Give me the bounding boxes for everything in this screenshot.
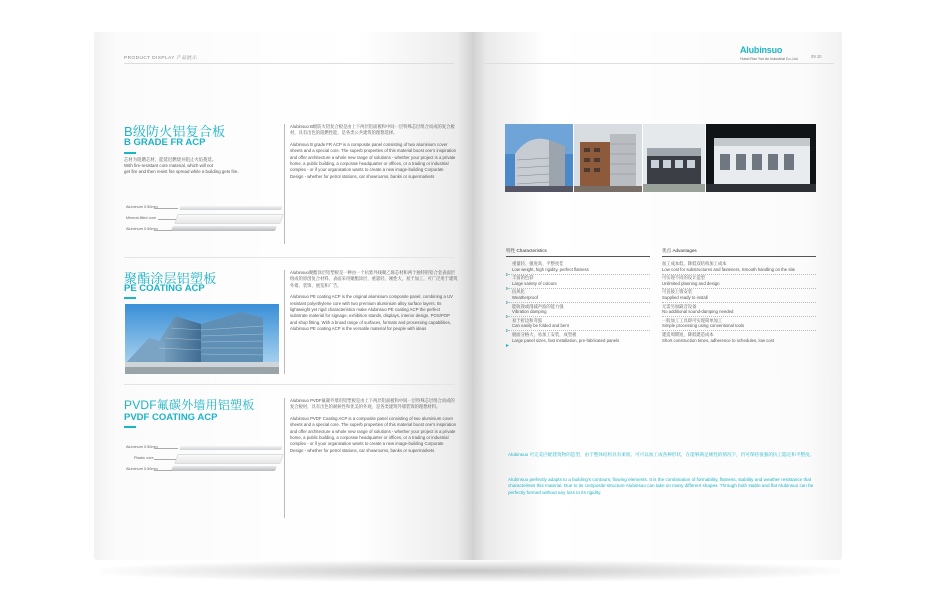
layer-label: Aluminum 0.50mm <box>126 467 158 471</box>
characteristic-en: Vibration damping <box>512 309 547 315</box>
desc-cn: Alubinsuo聚酯涂层铝塑板是一种由一个抗紫外线聚乙烯芯材和两个独特的铝合金表面层组成的原创复合材料。表面采用聚酯涂层，重量轻，刚性大，易于加工，可广泛用于建筑外墙、装饰、展览和广告。 <box>290 270 458 288</box>
desc-cn: Alubinsuo B级防火铝复合板是由上下两层铝面板和中间一层特殊芯层组合而成的复合板材，具有出色的阻燃性能，是各类公共建筑的理想选择。 <box>290 124 455 136</box>
core-layer <box>174 454 284 464</box>
characteristics-header: 特性 Characteristics <box>506 248 547 253</box>
characteristic-en: Can easily be folded and bent <box>512 323 569 329</box>
aluminum-layer <box>171 226 277 231</box>
characteristic-en: Large variety of colours <box>512 280 557 286</box>
layer-label: Aluminum 0.50mm <box>126 205 158 209</box>
characteristic-cell <box>512 332 619 343</box>
section-title-cn: 聚酯涂层铝塑板 <box>124 271 217 286</box>
brand-logo: Alubinsuo <box>740 45 783 55</box>
characteristic-cn: 丰富的色彩 <box>512 275 534 281</box>
characteristic-cn: 抗风化 <box>512 289 525 295</box>
accent-dash <box>124 297 136 299</box>
section-title-cn: PVDF氟碳外墙用铝塑板 <box>124 398 255 412</box>
advantage-en: Supplied ready to install <box>662 294 708 300</box>
characteristic-cn: 板面分格大，易加工安装，成型板 <box>512 332 577 337</box>
column-divider <box>284 398 285 518</box>
building-photo <box>125 304 279 374</box>
header-underline <box>506 256 650 257</box>
characteristic-en: Low weight, high rigidity, perfect flatness <box>512 266 589 272</box>
section-title-en: PE COATING ACP <box>124 283 205 294</box>
aluminum-layer <box>179 446 282 450</box>
building-photo-3 <box>643 124 705 192</box>
desc-en: Alubinsuo B grade FR ACP is a composite panel consisting of two aluminium cover sheets and a special core. The superb properties of this material boost one's inspiration and offer architecture a whole new range of solutions - whether your project is a private home, a public building, a corporate headquarter or offices, or a trading or industrial complex - or if your organisation wants to create a new image-building Corporate Design - whether for petrol stations, car showrooms, banks or supermarkets <box>290 141 457 179</box>
advantage-en: Short construction times, adherence to schedules, low cost <box>662 337 775 343</box>
photo-art <box>505 124 573 192</box>
building-photo-4 <box>706 124 816 192</box>
desc-cn: Alubinsuo PVDF氟碳外墙用铝塑板是由上下两层铝面板和中间一层特殊芯层组合而成的复合板材，具有出色的耐候性和优美的外观，是各类建筑外墙装饰的理想材料。 <box>290 398 455 410</box>
company-name: Hubei Ran Yue An Industrial Co.,Ltd. <box>740 57 799 61</box>
header-rule <box>124 63 454 64</box>
photo-art <box>574 124 642 192</box>
bullet-icon <box>506 319 509 322</box>
bullet-icon <box>506 334 509 337</box>
photo-art <box>643 124 705 192</box>
bullet-icon <box>506 277 509 280</box>
desc-en: Alubinsuo PVDF Coating ACP is a composite panel consisting of two aluminium cover sheets and a special core. The superb properties of this material boost one's inspiration and offer architecture a whole new range of solutions - whether your project is a private home, a public building, a corporate headquarter or offices, or a trading or industrial complex - or if your organisation wants to create a new image-building Corporate Design - whether for petrol stations, car showrooms, banks or supermarkets <box>290 415 457 453</box>
column-divider <box>284 270 285 374</box>
section-title-en: B GRADE FR ACP <box>124 137 206 148</box>
section-desc <box>290 398 458 454</box>
advantage-en: No additional sound-damping needed <box>662 309 734 315</box>
advantage-en: Unlimited planning and design <box>662 280 720 286</box>
building-photo-1 <box>505 124 573 192</box>
accent-dash <box>124 426 136 428</box>
characteristic-cell <box>512 261 589 272</box>
layer-label: Aluminum 0.50mm <box>126 445 158 449</box>
building-photo-2 <box>574 124 642 192</box>
advantage-cn: 可实现不同的设计造型 <box>662 275 705 281</box>
characteristic-cell <box>512 304 564 315</box>
advantage-cell <box>662 318 744 329</box>
characteristic-cell <box>512 275 557 286</box>
characteristic-en: Weatherproof <box>512 294 538 300</box>
advantage-cell <box>662 332 774 343</box>
accent-dash <box>124 152 136 154</box>
advantage-cn: 建造周期短，降低建造成本 <box>662 332 714 337</box>
layer-label: Mineral-filled core <box>126 216 156 220</box>
advantage-cell <box>662 261 795 272</box>
right-page <box>472 32 842 560</box>
advantages-header: 优点 Advantages <box>662 248 697 253</box>
desc-en: Alubinsuo PE coating ACP is the original aluminium composite panel, combining a UV resistant polyethylene core with two premium aluminium alloy surface layers. Its lightweight yet rigid characteristics make Alubinsuo PE coating ACP the perfect substrate material for signage, exhibition stands, displays, interior design, POS/POP and shop fitting. With a broad range of surfaces, formats and processing capabilities, Alubinsuo PE coating ACP is the versatile material for people with ideas <box>290 294 454 332</box>
panel-sample-fr <box>124 202 284 242</box>
bullet-icon <box>506 291 509 294</box>
layer-label: Plastic core <box>134 456 154 460</box>
aluminum-layer <box>179 206 282 210</box>
panel-sample-pvdf <box>124 442 284 482</box>
core-layer <box>174 214 284 224</box>
column-divider <box>284 124 285 244</box>
advantage-cell <box>662 275 720 286</box>
closing-en: Alubinsuo perfectly adapts to a building's contours; flowing elements. It is the combination of formability, flatness, stability and weather resistance that characterises this material. Due to its composite structure Alubinsuo can take on many different shapes. Through both stable and flat Alubinsuo can be perfectly formed without any loss to its rigidity. <box>508 477 814 495</box>
leader-line <box>154 448 178 449</box>
section-rule <box>124 384 454 385</box>
advantage-en: Low cost for substructures and fasteners, Smooth handling on the site <box>662 266 796 272</box>
aluminum-layer <box>171 466 277 471</box>
photo-art <box>706 124 816 192</box>
section-rule <box>124 257 454 258</box>
layer-label: Aluminum 0.50mm <box>126 227 158 231</box>
tagline-line: get fire and then resist fire spread while a building gets fire. <box>124 169 239 174</box>
leader-line <box>154 230 172 231</box>
advantage-cn: 一般加工工具即可实现简单加工 <box>662 317 723 323</box>
building-photo-art <box>125 304 279 374</box>
advantage-cn: 可直接上墙安装 <box>662 289 693 295</box>
section-desc <box>290 270 458 333</box>
tagline-line: 芯材为阻燃芯材，能延迟燃烧并阻止火焰蔓延。 <box>124 157 217 162</box>
header-rule <box>484 63 834 64</box>
book-shadow <box>100 560 840 582</box>
advantage-cn: 无需另加隔音设备 <box>662 303 697 309</box>
characteristic-en: Large panel sizes, fast installation, pre-fabricated panels <box>512 337 620 343</box>
characteristic-cn: 重量轻、强度高、平整度佳 <box>512 261 564 266</box>
header-underline <box>662 256 816 257</box>
advantage-en: Simple processing using conventional tools <box>662 323 745 329</box>
section-tagline <box>124 157 284 175</box>
characteristic-cell <box>512 318 569 329</box>
characteristic-cn: 易于折边和弯弧 <box>512 317 543 323</box>
leader-line <box>154 459 176 460</box>
advantage-cn: 加工成本低，降低双结构加工成本 <box>662 261 727 266</box>
characteristic-cell <box>512 289 538 300</box>
advantage-cell <box>662 304 733 315</box>
page-number: 09 10 <box>811 54 822 59</box>
page-header: PRODUCT DISPLAY 产品展示 <box>124 56 198 61</box>
left-page <box>94 32 472 560</box>
tagline-line: With fire-resistant core material, which will not <box>124 163 214 168</box>
section-desc <box>290 124 458 180</box>
bullet-icon <box>506 263 509 266</box>
characteristic-cn: 能收敛或削减声波的能力强 <box>512 303 564 309</box>
leader-line <box>154 470 172 471</box>
bullet-icon <box>506 305 509 308</box>
closing-cn: Alubinsuo 可完美匹配建筑物的造型，由于整体结构具有柔韧、可可以加工成各种形状，在能够满足刚性的情况下，仍可保持很强的抗工隐定和平整度。 <box>508 452 815 457</box>
advantage-cell <box>662 289 708 300</box>
section-title-cn: B级防火铝复合板 <box>124 124 226 139</box>
section-title-en: PVDF COATING ACP <box>124 412 218 423</box>
leader-line <box>154 208 178 209</box>
leader-line <box>158 219 176 220</box>
